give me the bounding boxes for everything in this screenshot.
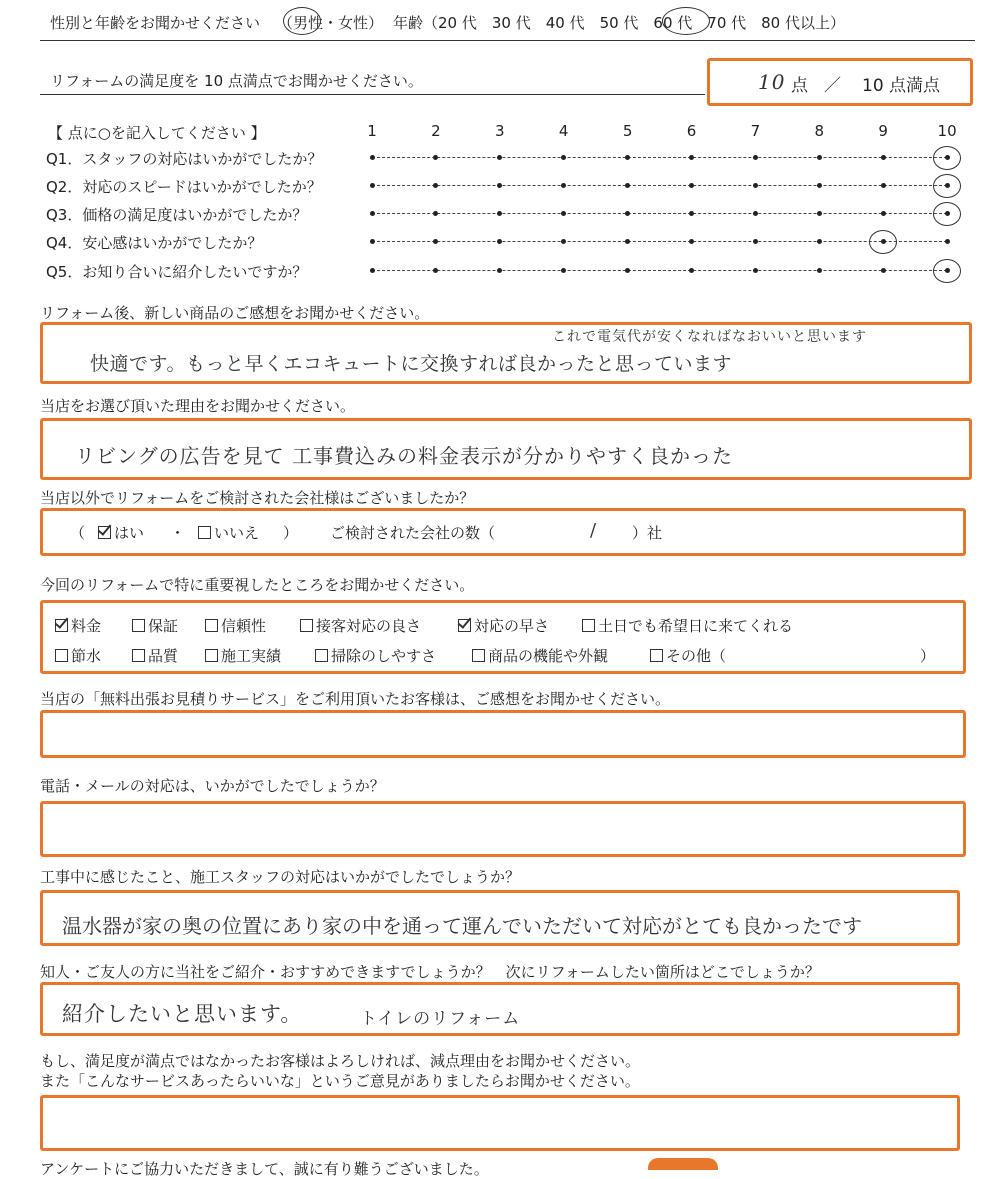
rating-point[interactable] (370, 239, 375, 244)
rating-point[interactable] (817, 211, 822, 216)
other-companies-no[interactable] (198, 522, 259, 543)
rating-line (372, 185, 947, 186)
rating-point[interactable] (753, 211, 758, 216)
rating-question-2: Q2．対応のスピードはいかがでしたか？ (46, 178, 322, 196)
rating-point[interactable] (497, 211, 502, 216)
priority-label: 対応の早さ (474, 617, 550, 635)
rating-point[interactable] (945, 239, 950, 244)
rating-point[interactable] (497, 155, 502, 160)
satisfaction-question: リフォームの満足度を 10 点満点でお聞かせください。 (50, 72, 423, 90)
priority-label: その他（ (666, 647, 727, 665)
impressions-answer-line2: これで電気代が安くなればなおいいと思います (552, 329, 867, 345)
rating-point[interactable] (689, 268, 694, 273)
scale-number: 2 (431, 122, 441, 140)
yes-checkbox[interactable] (98, 526, 111, 539)
rating-point[interactable] (881, 155, 886, 160)
no-label: いいえ (214, 524, 260, 542)
rating-point[interactable] (497, 268, 502, 273)
priority-checkbox[interactable] (458, 619, 471, 632)
rating-question-3: Q3．価格の満足度はいかがでしたか？ (46, 206, 308, 224)
free-estimate-answer-box[interactable] (40, 710, 966, 758)
rating-point[interactable] (625, 183, 630, 188)
rating-point[interactable] (433, 239, 438, 244)
priority-label: 保証 (148, 617, 179, 635)
priority-option[interactable] (55, 615, 101, 636)
rating-point[interactable] (753, 155, 758, 160)
priority-checkbox[interactable] (132, 649, 145, 662)
satisfaction-separator: ／ (824, 76, 841, 96)
impressions-answer-line1: 快適です。もっと早くエコキュートに交換すれば良かったと思っています (90, 353, 732, 375)
deduction-question-2: また「こんなサービスあったらいいな」というご意見がありましたらお聞かせください。 (40, 1072, 640, 1090)
age-options: 年齢（20 代 30 代 40 代 50 代 60 代 70 代 80 代以上） (393, 14, 845, 32)
rating-point[interactable] (881, 183, 886, 188)
rating-point[interactable] (817, 183, 822, 188)
rating-question-5: Q5．お知り合いに紹介したいですか？ (46, 263, 308, 281)
rating-point[interactable] (433, 155, 438, 160)
referral-answer-1: 紹介したいと思います。 (62, 1002, 303, 1026)
rating-point[interactable] (370, 268, 375, 273)
rating-point[interactable] (817, 268, 822, 273)
company-count-label: ご検討された会社の数（ (330, 524, 496, 542)
priority-label: 施工実績 (221, 647, 282, 665)
phone-mail-question: 電話・メールの対応は、いかがでしたでしょうか？ (40, 777, 385, 795)
priority-option[interactable] (315, 645, 436, 666)
priority-checkbox[interactable] (472, 649, 485, 662)
priority-option[interactable] (650, 645, 726, 666)
rating-point[interactable] (753, 183, 758, 188)
other-companies-yes[interactable] (98, 522, 144, 543)
deduction-question-1: もし、満足度が満点ではなかったお客様はよろしければ、減点理由をお聞かせください。 (40, 1052, 641, 1070)
priority-option[interactable] (55, 645, 101, 666)
brand-logo-fragment (648, 1158, 718, 1170)
rating-point[interactable] (561, 268, 566, 273)
priority-option[interactable] (472, 645, 608, 666)
rating-selected-circle (933, 174, 961, 198)
priority-option[interactable] (205, 615, 266, 636)
rating-point[interactable] (625, 268, 630, 273)
free-estimate-question: 当店の「無料出張お見積りサービス」をご利用頂いたお客様は、ご感想をお聞かせください。 (40, 690, 671, 708)
rating-point[interactable] (433, 183, 438, 188)
rating-point[interactable] (817, 239, 822, 244)
rating-point[interactable] (561, 183, 566, 188)
other-companies-open-paren: （ (70, 524, 86, 542)
priority-label: 接客対応の良さ (316, 617, 422, 635)
rating-point[interactable] (561, 239, 566, 244)
rating-point[interactable] (881, 268, 886, 273)
rating-question-1: Q1．スタッフの対応はいかがでしたか？ (46, 150, 323, 168)
other-companies-question: 当店以外でリフォームをご検討された会社様はございましたか？ (40, 489, 475, 507)
rating-point[interactable] (753, 268, 758, 273)
reason-question: 当店をお選び頂いた理由をお聞かせください。 (40, 397, 356, 415)
impressions-question: リフォーム後、新しい商品のご感想をお聞かせください。 (40, 304, 430, 322)
priority-label: 節水 (71, 647, 102, 665)
priorities-question: 今回のリフォームで特に重要視したところをお聞かせください。 (40, 576, 475, 594)
priority-label: 料金 (71, 617, 102, 635)
other-companies-close-paren: ） (283, 524, 299, 542)
rating-point[interactable] (561, 211, 566, 216)
scale-number: 9 (878, 122, 888, 140)
priority-checkbox[interactable] (315, 649, 328, 662)
no-checkbox[interactable] (198, 526, 211, 539)
rating-point[interactable] (625, 239, 630, 244)
priority-checkbox[interactable] (55, 649, 68, 662)
priority-checkbox[interactable] (132, 619, 145, 632)
rating-line (372, 270, 947, 271)
rating-point[interactable] (561, 155, 566, 160)
reason-answer: リビングの広告を見て 工事費込みの料金表示が分かりやすく良かった (75, 444, 733, 468)
yes-label: はい (114, 524, 145, 542)
priority-checkbox[interactable] (650, 649, 663, 662)
rating-selected-circle (869, 230, 897, 254)
priority-label: 商品の機能や外観 (488, 647, 609, 665)
rating-line (372, 213, 947, 214)
rating-point[interactable] (370, 183, 375, 188)
priority-checkbox[interactable] (300, 619, 313, 632)
gender-selected-circle (283, 7, 321, 35)
satisfaction-rule (40, 94, 705, 95)
rating-point[interactable] (753, 239, 758, 244)
rating-point[interactable] (433, 211, 438, 216)
rating-point[interactable] (433, 268, 438, 273)
footer-thanks: アンケートにご協力いただきまして、誠に有り難うございました。 (40, 1160, 489, 1178)
other-companies-dot: ・ (170, 524, 186, 542)
age-selected-circle (662, 7, 710, 35)
gender-options: （男性・女性） (278, 14, 384, 32)
priority-option[interactable] (582, 615, 793, 636)
rating-point[interactable] (370, 211, 375, 216)
priority-checkbox[interactable] (55, 619, 68, 632)
scale-number: 8 (814, 122, 825, 140)
priority-option[interactable] (458, 615, 549, 636)
satisfaction-score-value: 10 (758, 70, 786, 94)
priority-option[interactable] (132, 645, 178, 666)
company-count-value[interactable]: / (590, 520, 598, 541)
priority-label: 掃除のしやすさ (331, 647, 437, 665)
scale-number: 10 (937, 122, 957, 140)
rating-point[interactable] (689, 239, 694, 244)
satisfaction-max: 10 点満点 (862, 76, 941, 96)
rating-point[interactable] (689, 155, 694, 160)
rating-point[interactable] (497, 239, 502, 244)
priorities-other-close: ） (920, 647, 936, 665)
rating-question-4: Q4．安心感はいかがでしたか？ (46, 234, 263, 252)
phone-mail-answer-box[interactable] (40, 801, 966, 857)
scale-number: 3 (495, 122, 505, 140)
priority-option[interactable] (132, 615, 178, 636)
scale-number: 7 (750, 122, 761, 140)
rating-point[interactable] (625, 155, 630, 160)
rating-point[interactable] (689, 183, 694, 188)
rating-instruction: 【 点に○を記入してください 】 (48, 124, 266, 142)
company-count-suffix: ）社 (632, 524, 663, 542)
rating-point[interactable] (881, 211, 886, 216)
satisfaction-score-unit: 点 (791, 76, 808, 96)
priority-option[interactable] (300, 615, 421, 636)
priority-label: 信頼性 (221, 617, 267, 635)
rating-point[interactable] (370, 155, 375, 160)
rating-selected-circle (933, 146, 961, 170)
rating-point[interactable] (817, 155, 822, 160)
deduction-answer-box[interactable] (40, 1095, 960, 1151)
scale-number: 6 (686, 122, 697, 140)
construction-question: 工事中に感じたこと、施工スタッフの対応はいかがでしたでしょうか？ (40, 868, 521, 886)
scale-number: 4 (558, 122, 569, 140)
priority-label: 品質 (148, 647, 179, 665)
priority-checkbox[interactable] (582, 619, 595, 632)
rating-selected-circle (933, 202, 961, 226)
rating-selected-circle (933, 259, 961, 283)
priority-label: 土日でも希望日に来てくれる (598, 617, 794, 635)
priority-checkbox[interactable] (205, 619, 218, 632)
rating-line (372, 241, 947, 242)
referral-question: 知人・ご友人の方に当社をご紹介・おすすめできますでしょうか？ 次にリフォームしたい箇所はどこでしょうか？ (40, 963, 820, 981)
scale-number: 1 (367, 122, 377, 140)
referral-answer-2: トイレのリフォーム (360, 1009, 521, 1029)
gender-age-question: 性別と年齢をお聞かせください (50, 14, 261, 32)
priority-option[interactable] (205, 645, 281, 666)
rating-point[interactable] (497, 183, 502, 188)
header-rule (40, 40, 975, 41)
priority-checkbox[interactable] (205, 649, 218, 662)
rating-point[interactable] (689, 211, 694, 216)
scale-number: 5 (622, 122, 633, 140)
construction-answer: 温水器が家の奥の位置にあり家の中を通って運んでいただいて対応がとても良かったです (62, 914, 862, 938)
rating-line (372, 157, 947, 158)
rating-point[interactable] (625, 211, 630, 216)
